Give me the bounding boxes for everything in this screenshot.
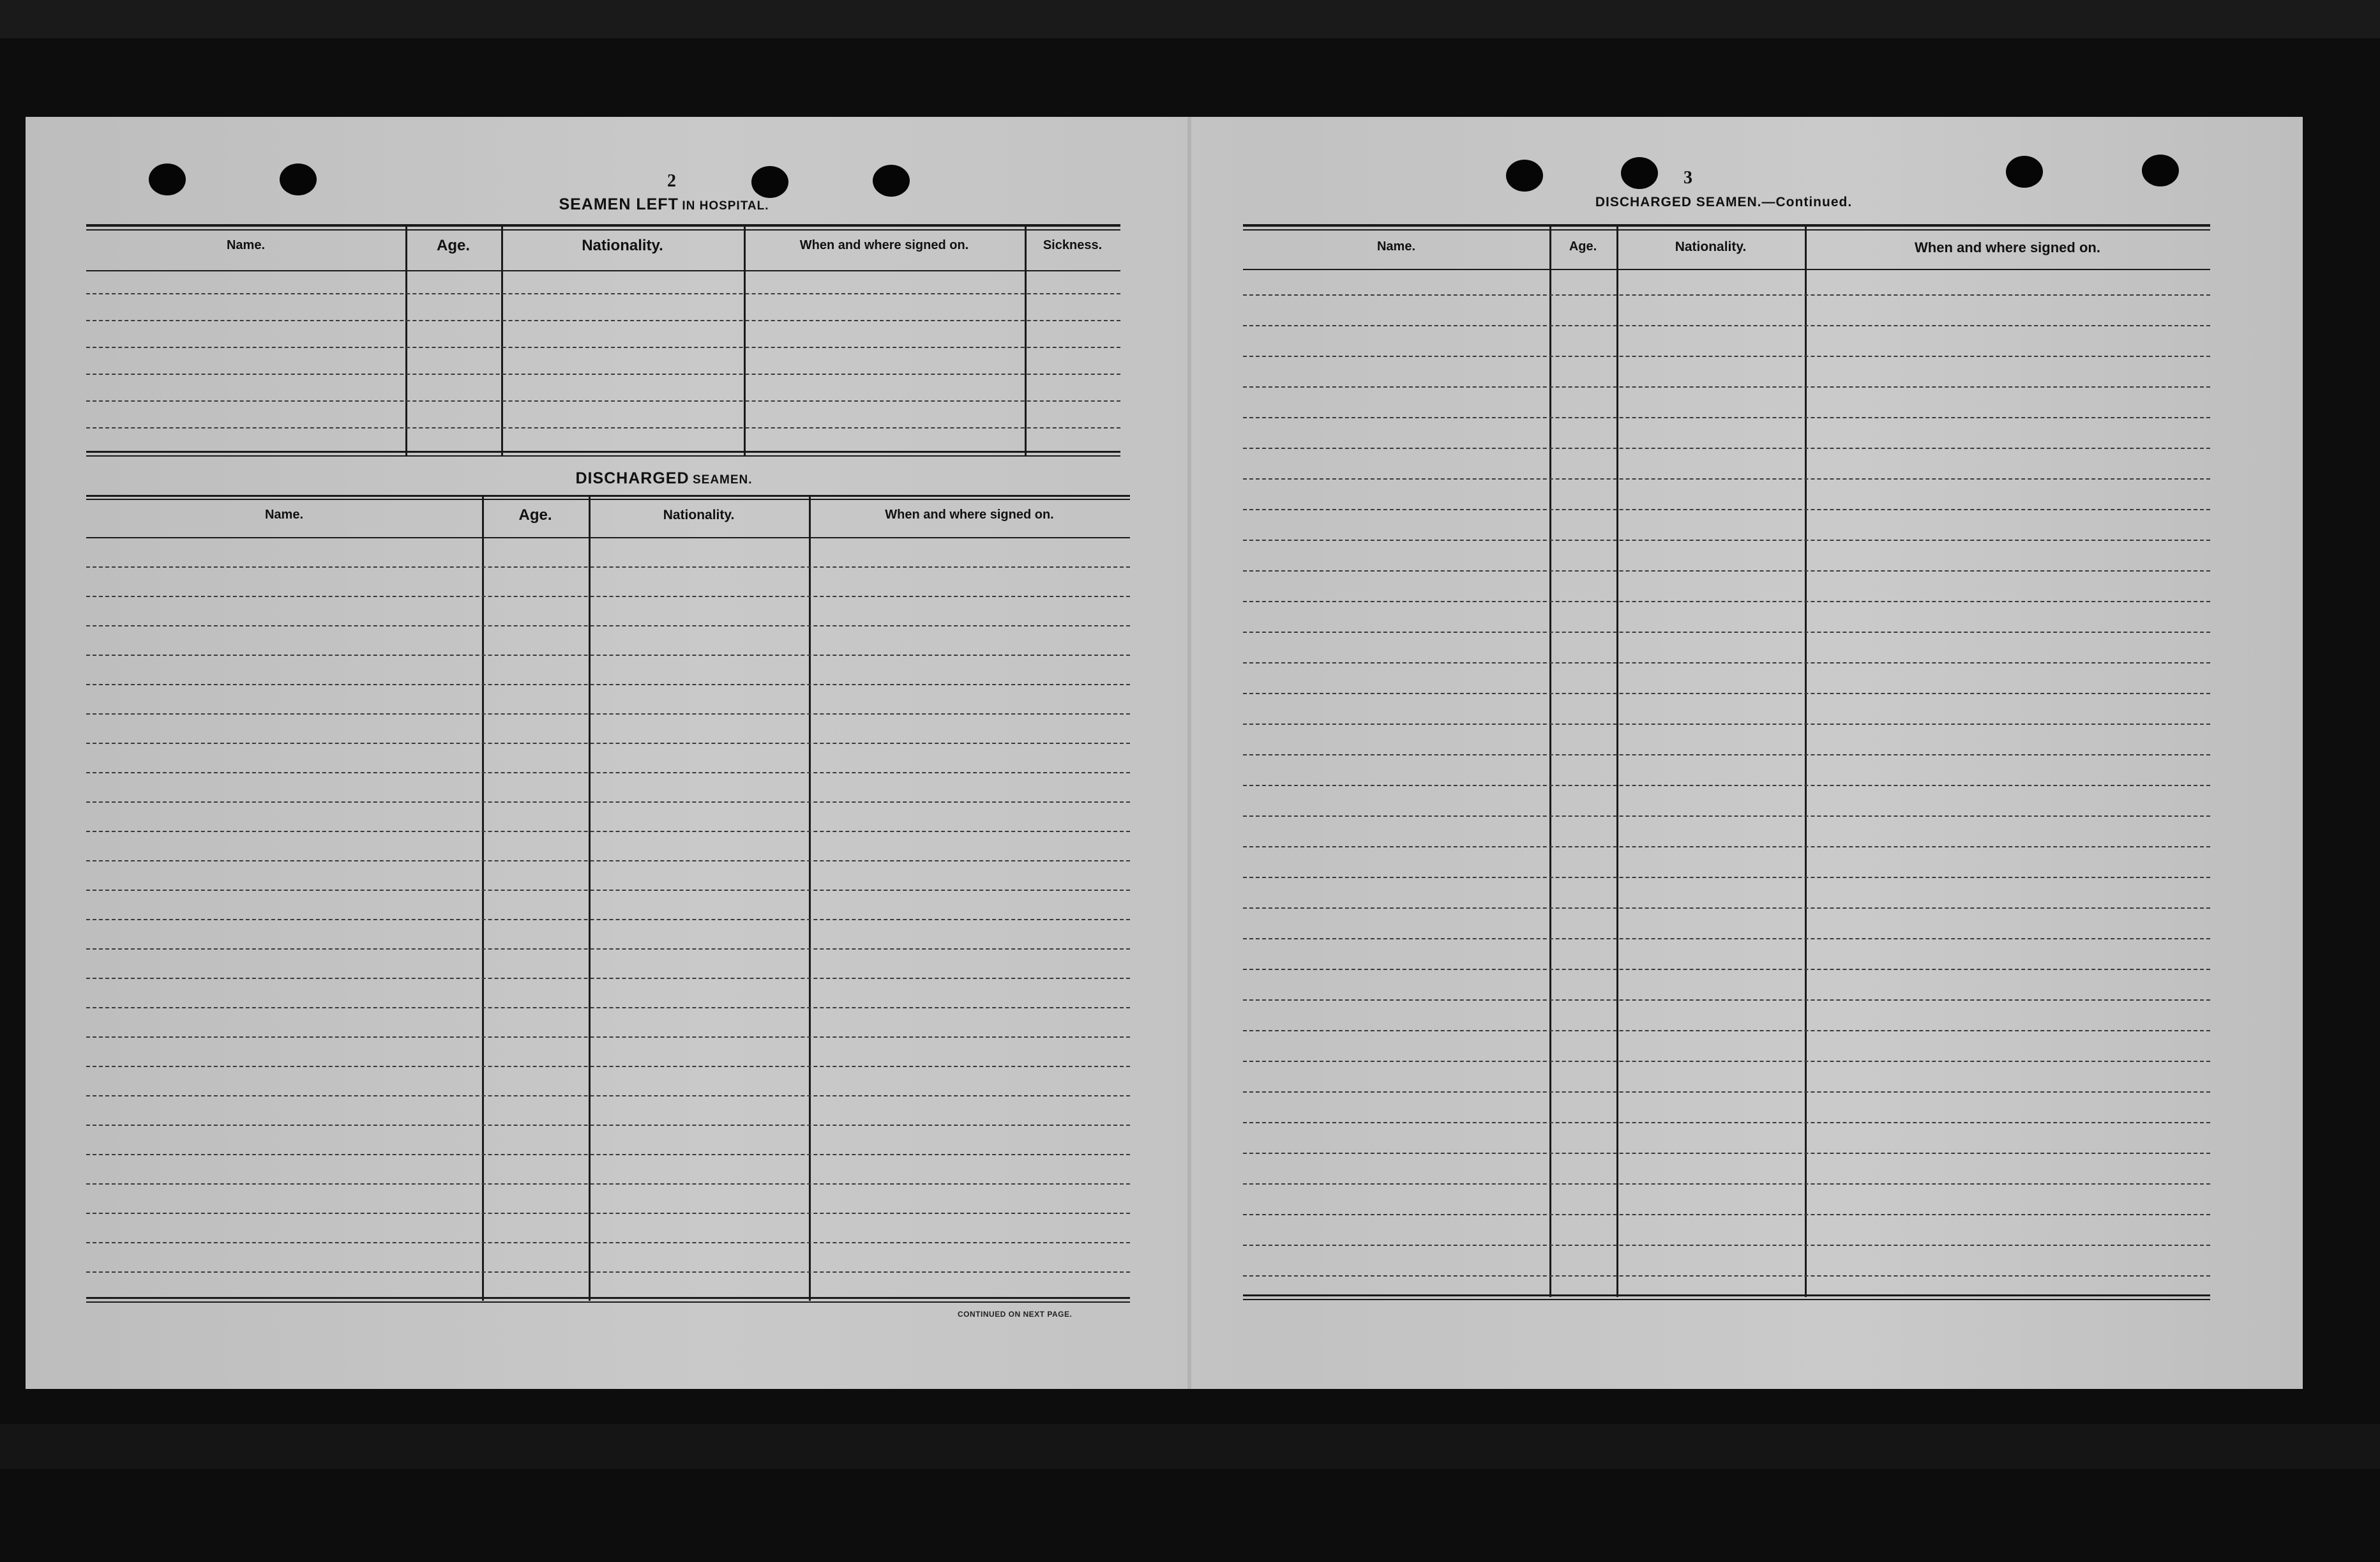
column-rule (1025, 224, 1027, 455)
hospital-title-main: SEAMEN LEFT (559, 195, 679, 213)
hospital-col-nationality: Nationality. (582, 237, 663, 254)
dashed-row-line (1243, 1214, 2210, 1215)
column-rule (1549, 224, 1551, 1297)
document-sheet (26, 117, 2303, 1389)
dashed-row-line (1243, 969, 2210, 970)
dashed-row-line (1243, 938, 2210, 939)
table-rule (86, 455, 1120, 457)
table-rule (1243, 1299, 2210, 1300)
dashed-row-line (1243, 846, 2210, 847)
dashed-row-line (86, 801, 1130, 803)
dashed-row-line (1243, 632, 2210, 633)
discharged-col-signed-on: When and where signed on. (885, 508, 1054, 522)
table-rule (86, 451, 1120, 453)
dashed-row-line (86, 655, 1130, 656)
dashed-row-line (1243, 907, 2210, 909)
column-rule (501, 224, 503, 455)
dashed-row-line (86, 347, 1120, 348)
right-col-name: Name. (1376, 239, 1416, 254)
dashed-row-line (86, 772, 1130, 773)
dashed-row-line (86, 1213, 1130, 1214)
discharged-title-main: DISCHARGED (575, 469, 689, 487)
dashed-row-line (86, 566, 1130, 568)
dashed-row-line (1243, 815, 2210, 817)
dashed-row-line (1243, 1091, 2210, 1093)
right-col-signed-on: When and where signed on. (1915, 239, 2100, 255)
table-rule (1243, 269, 2210, 270)
column-rule (589, 495, 591, 1301)
dashed-row-line (86, 596, 1130, 597)
dashed-row-line (86, 400, 1120, 402)
dashed-row-line (1243, 601, 2210, 602)
dashed-row-line (1243, 785, 2210, 786)
dashed-row-line (1243, 386, 2210, 388)
punch-hole (751, 166, 788, 198)
column-rule (809, 495, 811, 1301)
continued-note: CONTINUED ON NEXT PAGE. (958, 1310, 1073, 1319)
column-rule (744, 224, 746, 455)
dashed-row-line (1243, 356, 2210, 357)
dashed-row-line (86, 831, 1130, 832)
hospital-col-signed-on: When and where signed on. (799, 238, 969, 252)
dashed-row-line (86, 1007, 1130, 1008)
column-rule (482, 495, 484, 1301)
dashed-row-line (1243, 1245, 2210, 1246)
dashed-row-line (1243, 1183, 2210, 1185)
dashed-row-line (1243, 448, 2210, 449)
dashed-row-line (86, 1183, 1130, 1185)
dashed-row-line (1243, 999, 2210, 1001)
dashed-row-line (1243, 1275, 2210, 1277)
table-rule (86, 537, 1130, 538)
dashed-row-line (86, 1066, 1130, 1067)
table-rule (86, 1297, 1130, 1299)
discharged-section-title (409, 469, 919, 488)
dashed-row-line (86, 1125, 1130, 1126)
right-col-nationality: Nationality. (1675, 239, 1747, 254)
dashed-row-line (1243, 1061, 2210, 1062)
dashed-row-line (1243, 662, 2210, 663)
dashed-row-line (1243, 1122, 2210, 1123)
dashed-row-line (1243, 294, 2210, 296)
dashed-row-line (86, 978, 1130, 979)
dashed-row-line (86, 1242, 1130, 1243)
dashed-row-line (1243, 570, 2210, 572)
discharged-col-nationality: Nationality. (663, 508, 735, 522)
punch-hole (2142, 155, 2179, 186)
dashed-row-line (86, 713, 1130, 715)
dashed-row-line (1243, 509, 2210, 510)
dashed-row-line (86, 1154, 1130, 1155)
dashed-row-line (86, 1271, 1130, 1273)
dashed-row-line (86, 427, 1120, 428)
discharged-col-name: Name. (264, 508, 304, 522)
discharged-table-left (86, 495, 1130, 1427)
page-fold (1187, 117, 1191, 1389)
punch-hole (873, 165, 910, 197)
table-rule (1243, 1294, 2210, 1296)
hospital-col-name: Name. (226, 238, 266, 252)
dashed-row-line (86, 374, 1120, 375)
dashed-row-line (1243, 693, 2210, 694)
punch-hole (280, 163, 317, 195)
table-rule (86, 270, 1120, 271)
hospital-col-sickness: Sickness. (1043, 238, 1103, 252)
punch-hole (1621, 157, 1658, 189)
dashed-row-line (86, 1095, 1130, 1096)
table-rule (86, 495, 1130, 497)
page-number-left: 2 (667, 171, 676, 191)
column-rule (405, 224, 407, 455)
dashed-row-line (1243, 540, 2210, 541)
discharged-continued-title (1405, 195, 2043, 210)
dashed-row-line (86, 860, 1130, 861)
table-rule (86, 499, 1130, 500)
dashed-row-line (1243, 877, 2210, 878)
dashed-row-line (86, 890, 1130, 891)
table-rule (1243, 229, 2210, 231)
dashed-row-line (1243, 417, 2210, 418)
hospital-section-title (409, 195, 919, 214)
hospital-title-rest: IN HOSPITAL. (682, 199, 769, 213)
table-rule (86, 1301, 1130, 1303)
hospital-col-age: Age. (436, 237, 470, 254)
discharged-table-right (1243, 224, 2210, 1425)
dashed-row-line (1243, 478, 2210, 480)
dashed-row-line (1243, 325, 2210, 326)
hospital-table (86, 224, 1120, 460)
dashed-row-line (1243, 724, 2210, 725)
dashed-row-line (86, 293, 1120, 294)
table-rule (1243, 224, 2210, 227)
dashed-row-line (86, 743, 1130, 744)
punch-hole (1506, 160, 1543, 192)
dashed-row-line (86, 1036, 1130, 1038)
table-rule (86, 229, 1120, 231)
dashed-row-line (86, 320, 1120, 321)
dashed-row-line (1243, 1030, 2210, 1031)
dashed-row-line (86, 948, 1130, 950)
dashed-row-line (86, 684, 1130, 685)
table-rule (86, 224, 1120, 227)
column-rule (1616, 224, 1618, 1297)
dashed-row-line (86, 919, 1130, 920)
dashed-row-line (86, 625, 1130, 626)
page-number-right: 3 (1683, 168, 1692, 188)
dashed-row-line (1243, 1153, 2210, 1154)
column-rule (1805, 224, 1807, 1297)
punch-hole (2006, 156, 2043, 188)
discharged-title-rest: SEAMEN. (692, 473, 753, 487)
punch-hole (149, 163, 186, 195)
discharged-col-age: Age. (518, 506, 552, 524)
dashed-row-line (1243, 754, 2210, 755)
discharged-continued-text: DISCHARGED SEAMEN.—Continued. (1595, 195, 1853, 209)
right-col-age: Age. (1569, 239, 1597, 254)
